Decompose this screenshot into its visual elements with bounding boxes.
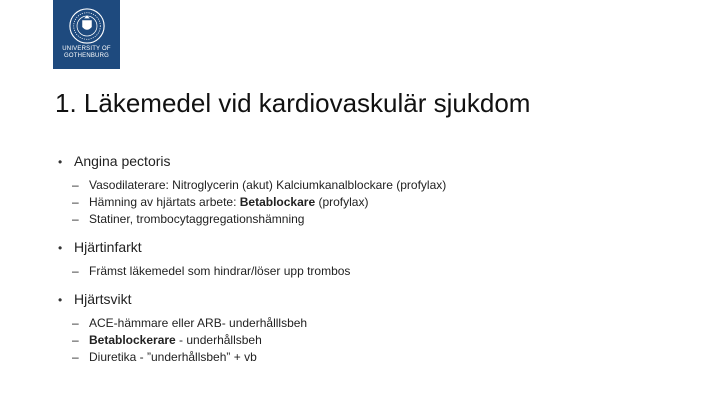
sub-item [72, 211, 698, 228]
sub-list [72, 315, 698, 366]
sub-item [72, 332, 698, 349]
bullet-heading [58, 290, 698, 309]
dash-icon: – [72, 264, 79, 278]
sub-item-segment: - underhållsbeh [175, 333, 262, 347]
emphasis-text: Betablockare [239, 195, 316, 209]
sub-item [72, 177, 698, 194]
dash-icon: – [72, 316, 79, 330]
bullet-item [58, 152, 698, 228]
sub-item-segment: Statiner, trombocytaggregationshämning [89, 212, 305, 226]
bullet-label: Hjärtsvikt [74, 291, 132, 307]
sub-item-text [89, 332, 262, 349]
sub-item-segment: (profylax) [315, 195, 369, 209]
dash-icon: – [72, 212, 79, 226]
sub-item-segment: Diuretika - ”underhållsbeh” + vb [89, 350, 257, 364]
bullet-item [58, 290, 698, 366]
bullet-label: Hjärtinfarkt [74, 239, 142, 255]
sub-item-text [89, 177, 446, 194]
logo-line-2: GOTHENBURG [63, 53, 109, 59]
bullet-heading [58, 238, 698, 257]
sub-item [72, 349, 698, 366]
sub-item-text [89, 194, 368, 211]
university-seal-icon [68, 7, 106, 45]
bullet-label: Angina pectoris [74, 153, 171, 169]
university-logo [53, 0, 120, 69]
sub-item-text [89, 349, 257, 366]
sub-item-segment: Vasodilaterare: Nitroglycerin (akut) Kalciumkanalblockare (profylax) [89, 178, 447, 192]
slide-title: 1. Läkemedel vid kardiovaskulär sjukdom [55, 88, 531, 118]
sub-list [72, 177, 698, 228]
bullet-list [58, 152, 698, 376]
dash-icon: – [72, 178, 79, 192]
dash-icon: – [72, 333, 79, 347]
emphasis-text: Betablockerare [89, 333, 176, 347]
bullet-icon: • [58, 241, 63, 255]
logo-wordmark [62, 46, 111, 60]
logo-line-1: UNIVERSITY OF [62, 46, 111, 52]
sub-item-text [89, 315, 307, 332]
sub-list [72, 263, 698, 280]
sub-item-segment: ACE-hämmare eller ARB- underhålllsbeh [89, 316, 308, 330]
dash-icon: – [72, 195, 79, 209]
sub-item [72, 263, 698, 280]
sub-item-text [89, 263, 350, 280]
dash-icon: – [72, 350, 79, 364]
bullet-item [58, 238, 698, 280]
sub-item-segment: Främst läkemedel som hindrar/löser upp trombos [89, 264, 351, 278]
sub-item [72, 315, 698, 332]
bullet-heading [58, 152, 698, 171]
sub-item-segment: Hämning av hjärtats arbete: [89, 195, 240, 209]
sub-item-text [89, 211, 304, 228]
sub-item [72, 194, 698, 211]
bullet-icon: • [58, 155, 63, 169]
bullet-icon: • [58, 293, 63, 307]
